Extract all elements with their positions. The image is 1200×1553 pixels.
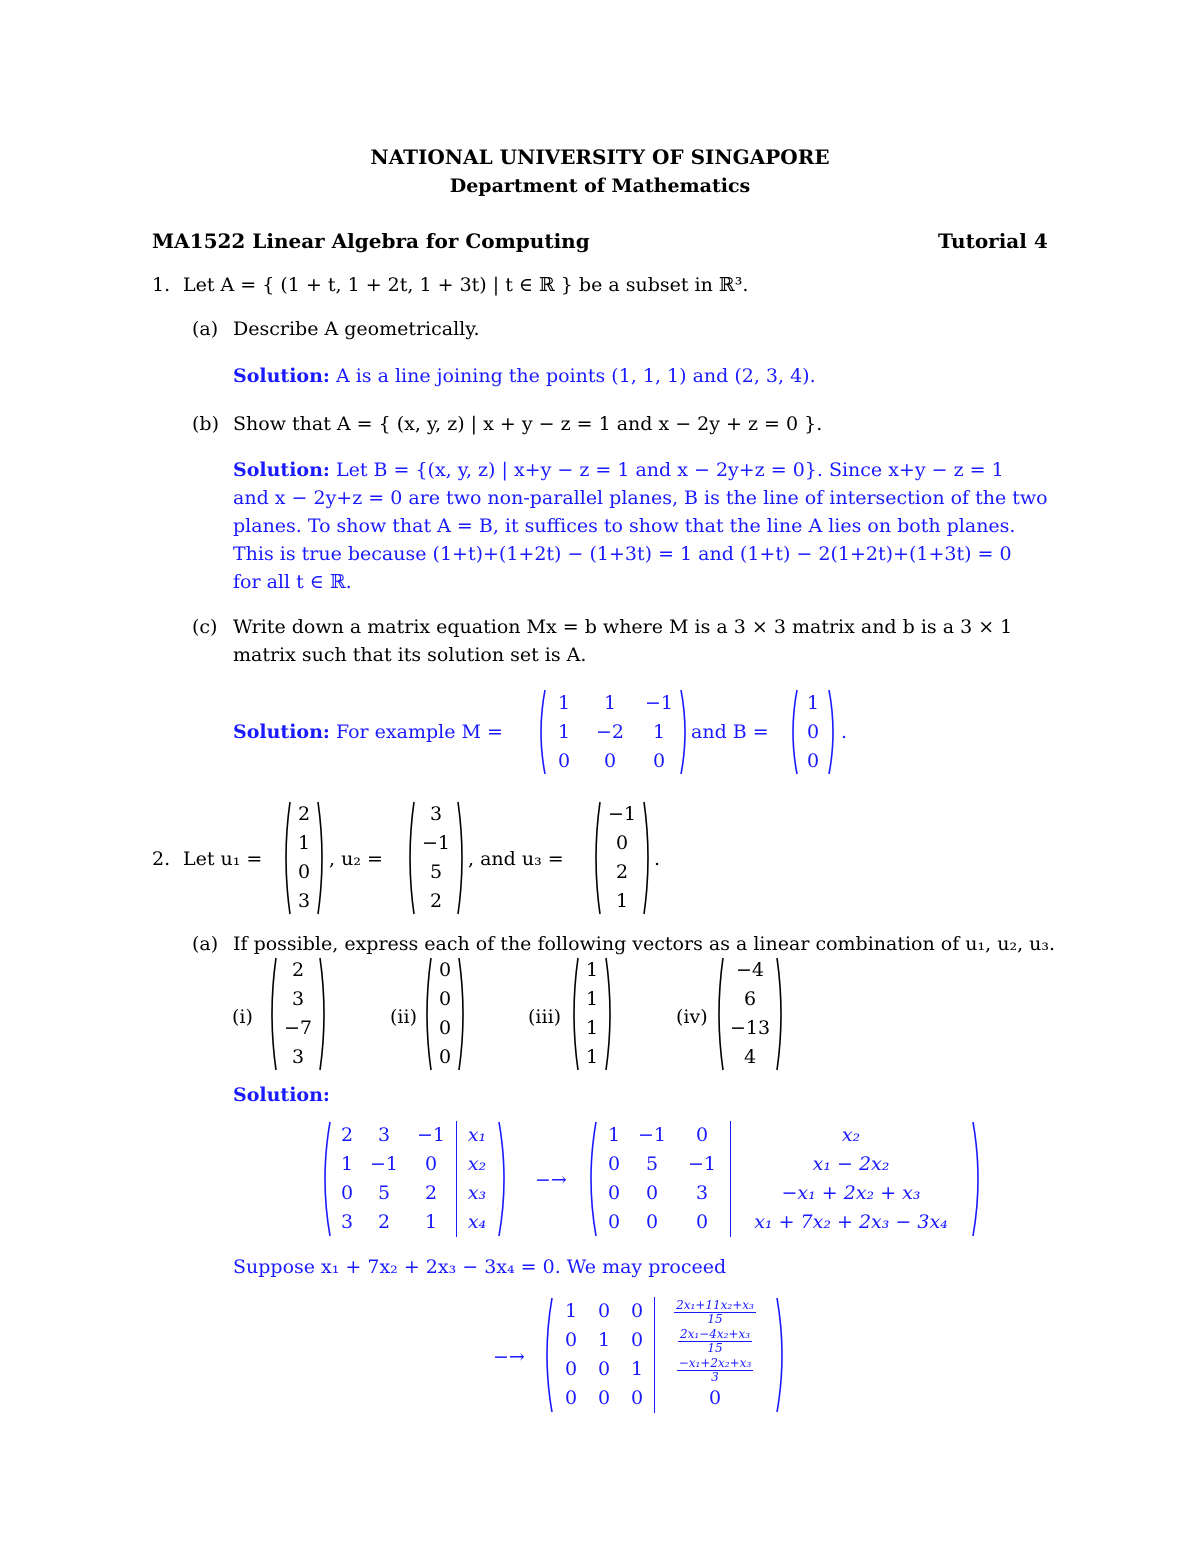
- matrix-entry: 1: [630, 1358, 644, 1380]
- vector-entry: 1: [585, 1046, 599, 1068]
- matrix-entry: 1: [607, 1124, 621, 1146]
- vector-entry: 0: [438, 1046, 452, 1068]
- matrix-entry: −1: [637, 1124, 666, 1146]
- matrix-entry: −1: [369, 1153, 398, 1175]
- left-paren: [421, 956, 433, 1072]
- matrix-entry: x₄: [467, 1211, 487, 1233]
- vector-ii: [421, 956, 469, 1072]
- matrix-entry: x₂: [467, 1153, 487, 1175]
- matrix-entry: 0: [597, 1300, 611, 1322]
- matrix-entry: −2: [595, 720, 624, 743]
- vector-entry: 5: [429, 861, 443, 883]
- matrix-entry: −1: [687, 1153, 716, 1175]
- vector-entry: 2: [297, 803, 311, 825]
- q2a-text: If possible, express each of the following vectors as a linear combination of u₁, u₂, u₃.: [233, 933, 1056, 955]
- matrix-entry: x₁ + 7x₂ + 2x₃ − 3x₄: [754, 1211, 948, 1233]
- matrix-entry: 1: [340, 1153, 354, 1175]
- matrix-M: [535, 688, 691, 776]
- vector-entry: 0: [806, 720, 820, 743]
- left-paren: [787, 688, 799, 776]
- q1c-solution-text: For example M =: [335, 721, 503, 743]
- q1a-solution-text: A is a line joining the points (1, 1, 1) and (2, 3, 4).: [335, 365, 816, 387]
- left-paren: [266, 956, 278, 1072]
- fraction-denominator: 15: [707, 1340, 723, 1355]
- q1b-label: (b): [192, 413, 219, 435]
- augmented-matrix-final: [540, 1296, 789, 1414]
- q2a-label: (a): [192, 933, 219, 955]
- matrix-entry: 0: [708, 1387, 722, 1409]
- matrix-entry: 0: [607, 1211, 621, 1233]
- right-paren: [318, 956, 330, 1072]
- vector-entry: −1: [607, 803, 636, 825]
- q1a-label: (a): [192, 318, 219, 340]
- matrix-entry: 0: [597, 1387, 611, 1409]
- vector-entry: 3: [429, 803, 443, 825]
- row-reduction-arrow: −→: [535, 1169, 567, 1191]
- q2-u3-label: , and u₃ =: [468, 848, 564, 870]
- matrix-entry: 1: [603, 691, 617, 714]
- vector-entry: 3: [291, 988, 305, 1010]
- q1b-solution-text: Let B = {(x, y, z) | x+y − z = 1 and x − 2y+z = 0}. Since x+y − z = 1: [335, 459, 1004, 481]
- matrix-entry: 1: [597, 1329, 611, 1351]
- vector-entry: 4: [743, 1046, 757, 1068]
- matrix-entry: 0: [340, 1182, 354, 1204]
- matrix-entry: 0: [645, 1182, 659, 1204]
- matrix-entry: 1: [652, 720, 666, 743]
- vector-entry: −1: [421, 832, 450, 854]
- matrix-entry: 0: [645, 1211, 659, 1233]
- vector-u2: [404, 800, 468, 916]
- vector-u3: [590, 800, 654, 916]
- matrix-entry: 0: [557, 749, 571, 772]
- augmented-column: [654, 1297, 775, 1413]
- right-paren: [316, 800, 328, 916]
- vector-entry: 0: [438, 1017, 452, 1039]
- q1c-end: .: [841, 721, 848, 743]
- left-paren: [280, 800, 292, 916]
- q1c-solution-prefix: [233, 718, 503, 746]
- matrix-entry: 5: [645, 1153, 659, 1175]
- left-paren: [535, 688, 547, 776]
- right-paren: [642, 800, 654, 916]
- q1c-text-line: Write down a matrix equation Mx = b where M is a 3 × 3 matrix and b is a 3 × 1: [233, 616, 1013, 638]
- vector-entry: 2: [615, 861, 629, 883]
- q1b-solution-line: and x − 2y+z = 0 are two non-parallel planes, B is the line of intersection of the two: [233, 487, 1048, 509]
- matrix-entry: 0: [424, 1153, 438, 1175]
- fraction-numerator: 2x₁−4x₂+x₃: [679, 1326, 751, 1341]
- left-paren: [318, 1120, 332, 1238]
- matrix-entry: −1: [416, 1124, 445, 1146]
- matrix-entry: 0: [630, 1300, 644, 1322]
- right-paren: [971, 1120, 985, 1238]
- matrix-entry: x₃: [467, 1182, 487, 1204]
- q1c-label: (c): [192, 616, 218, 638]
- q2-let: Let u₁ =: [183, 848, 263, 870]
- matrix-entry: 0: [630, 1329, 644, 1351]
- vector-entry: 1: [615, 890, 629, 912]
- q1b-solution-line: planes. To show that A = B, it suffices to show that the line A lies on both planes.: [233, 515, 1016, 537]
- solution-label: Solution:: [233, 1084, 330, 1106]
- matrix-entry: −1: [644, 691, 673, 714]
- vector-entry: −4: [735, 959, 764, 981]
- left-paren: [590, 800, 602, 916]
- matrix-entry: 0: [564, 1329, 578, 1351]
- vector-entry: 3: [291, 1046, 305, 1068]
- matrix-entry: 5: [377, 1182, 391, 1204]
- vector-entry: 0: [297, 861, 311, 883]
- matrix-entry: 0: [603, 749, 617, 772]
- solution-label: Solution:: [233, 459, 330, 481]
- matrix-entry: 1: [557, 691, 571, 714]
- right-paren: [456, 800, 468, 916]
- university-title: NATIONAL UNIVERSITY OF SINGAPORE: [370, 145, 830, 169]
- matrix-entry: x₁: [467, 1124, 487, 1146]
- matrix-entry: −x₁ + 2x₂ + x₃: [781, 1182, 921, 1204]
- vector-entry: 0: [438, 988, 452, 1010]
- q1c-and: and B =: [691, 721, 769, 743]
- vector-entry: 2: [291, 959, 305, 981]
- vector-entry: 6: [743, 988, 757, 1010]
- matrix-entry: 0: [652, 749, 666, 772]
- right-paren: [679, 688, 691, 776]
- vector-entry: 0: [438, 959, 452, 981]
- left-paren: [584, 1120, 598, 1238]
- augmented-matrix-reduced: [584, 1120, 985, 1238]
- matrix-entry: 3: [695, 1182, 709, 1204]
- vector-B: [787, 688, 839, 776]
- right-paren: [457, 956, 469, 1072]
- left-paren: [404, 800, 416, 916]
- fraction-denominator: 3: [711, 1369, 719, 1384]
- q1-number: 1.: [152, 274, 171, 296]
- matrix-entry: 0: [597, 1358, 611, 1380]
- left-paren: [568, 956, 580, 1072]
- matrix-entry: 1: [424, 1211, 438, 1233]
- matrix-entry: x₁ − 2x₂: [812, 1153, 890, 1175]
- vector-entry: −13: [729, 1017, 771, 1039]
- augmented-column: [456, 1121, 497, 1237]
- left-paren: [713, 956, 725, 1072]
- matrix-entry: 3: [340, 1211, 354, 1233]
- left-paren: [540, 1296, 554, 1414]
- matrix-entry: 1: [557, 720, 571, 743]
- q2-number: 2.: [152, 848, 171, 870]
- q1b-text: Show that A = { (x, y, z) | x + y − z = 1 and x − 2y + z = 0 }.: [233, 413, 823, 435]
- matrix-entry: 0: [695, 1124, 709, 1146]
- suppose-text: Suppose x₁ + 7x₂ + 2x₃ − 3x₄ = 0. We may proceed: [233, 1256, 727, 1278]
- vector-iii: [568, 956, 616, 1072]
- fraction-numerator: −x₁+2x₂+x₃: [678, 1355, 752, 1370]
- department-title: Department of Mathematics: [449, 175, 751, 197]
- q1b-solution-line: for all t ∈ ℝ.: [233, 571, 352, 593]
- matrix-entry: 2: [377, 1211, 391, 1233]
- q1b-solution-line: This is true because (1+t)+(1+2t) − (1+3t) = 1 and (1+t) − 2(1+2t)+(1+3t) = 0: [233, 543, 1012, 565]
- matrix-entry: x₂: [841, 1124, 861, 1146]
- tutorial-number: Tutorial 4: [938, 229, 1048, 253]
- vector-entry: 1: [585, 1017, 599, 1039]
- matrix-entry: 3: [377, 1124, 391, 1146]
- right-paren: [604, 956, 616, 1072]
- matrix-entry: 0: [564, 1358, 578, 1380]
- vector-iv-label: (iv): [676, 1006, 708, 1028]
- fraction-denominator: 15: [707, 1311, 723, 1326]
- vector-entry: 1: [585, 959, 599, 981]
- vector-entry: 2: [429, 890, 443, 912]
- vector-u1: [280, 800, 328, 916]
- vector-ii-label: (ii): [390, 1006, 417, 1028]
- fraction-entry: [655, 1297, 775, 1326]
- q1a-text: Describe A geometrically.: [233, 318, 480, 340]
- q1c-text-line: matrix such that its solution set is A.: [233, 644, 587, 666]
- vector-entry: 1: [297, 832, 311, 854]
- vector-i: [266, 956, 330, 1072]
- matrix-entry: 0: [564, 1387, 578, 1409]
- q1a-solution: [233, 362, 816, 390]
- vector-entry: 1: [585, 988, 599, 1010]
- vector-iv: [713, 956, 787, 1072]
- fraction-entry: [655, 1355, 775, 1384]
- vector-iii-label: (iii): [528, 1006, 562, 1028]
- right-paren: [497, 1120, 511, 1238]
- right-paren: [827, 688, 839, 776]
- right-paren: [775, 1296, 789, 1414]
- q2-end: .: [654, 848, 661, 870]
- vector-entry: 0: [615, 832, 629, 854]
- fraction-entry: [655, 1326, 775, 1355]
- course-title: MA1522 Linear Algebra for Computing: [152, 229, 590, 253]
- matrix-entry: 2: [424, 1182, 438, 1204]
- vector-entry: 1: [806, 691, 820, 714]
- row-reduction-arrow: −→: [493, 1346, 525, 1368]
- right-paren: [775, 956, 787, 1072]
- matrix-entry: 0: [607, 1182, 621, 1204]
- q1b-solution-line: [233, 456, 1004, 484]
- solution-label: Solution:: [233, 365, 330, 387]
- q1-stem: Let A = { (1 + t, 1 + 2t, 1 + 3t) | t ∈ ℝ } be a subset in ℝ³.: [183, 274, 749, 296]
- fraction-numerator: 2x₁+11x₂+x₃: [676, 1297, 754, 1312]
- vector-entry: −7: [283, 1017, 312, 1039]
- augmented-column: [730, 1121, 971, 1237]
- matrix-entry: 1: [564, 1300, 578, 1322]
- vector-entry: 0: [806, 749, 820, 772]
- matrix-entry: 0: [630, 1387, 644, 1409]
- matrix-entry: 0: [695, 1211, 709, 1233]
- q2-u2-label: , u₂ =: [329, 848, 383, 870]
- solution-label: Solution:: [233, 721, 330, 743]
- augmented-matrix-initial: [318, 1120, 511, 1238]
- matrix-entry: 0: [607, 1153, 621, 1175]
- vector-entry: 3: [297, 890, 311, 912]
- matrix-entry: 2: [340, 1124, 354, 1146]
- vector-i-label: (i): [232, 1006, 253, 1028]
